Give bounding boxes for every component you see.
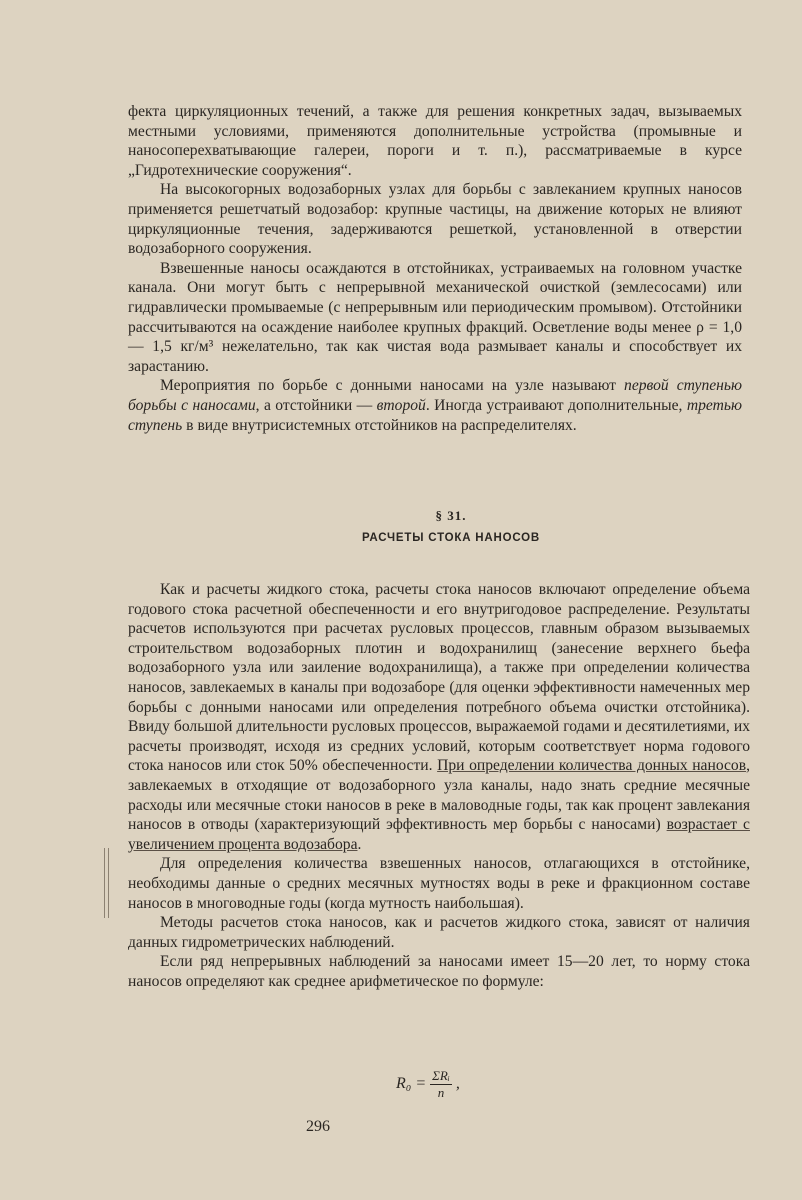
text-span: Мероприятия по борьбе с донными наносами на узле называют	[160, 377, 625, 395]
section-number: § 31.	[435, 508, 467, 523]
paragraph: Методы расчетов стока наносов, как и расчетов жидкого стока, зависят от наличия данных гидрометрических наблюдений.	[128, 914, 750, 951]
paragraph: фекта циркуляционных течений, а также для решения конкретных задач, вызываемых местными условиями, применяются дополнительные устройства (промывные и наносоперехватывающие галереи, пороги и т. п.), рассматриваемые в курсе „Гидротехнические сооружения“.	[128, 103, 742, 179]
text-block-section	[128, 580, 750, 991]
pencil-margin-mark	[104, 848, 109, 918]
emphasis-third-stage: третью ступень	[128, 396, 743, 434]
formula-fraction	[430, 1068, 452, 1101]
underlined-text: При определении количества донных наносов	[437, 757, 747, 775]
text-span: , а отстойники —	[255, 396, 377, 414]
text-span: , завлекаемых в отходящие от водозаборного узла каналы, надо знать средние месячные расходы или месячные стоки наносов в реке в маловодные годы, так как процент завлекания наносов в отводы (характеризующий эффективность мер борьбы с наносами)	[128, 757, 750, 834]
section-title: РАСЧЕТЫ СТОКА НАНОСОВ	[361, 532, 541, 544]
text-span: Как и расчеты жидкого стока, расчеты стока наносов включают определение объема годового стока расчетной обеспеченности и его внутригодовое распределение. Результаты расчетов используются при расчетах русловых процессов, главным образом вызываемых строительством водозаборных плотин и водохранилищ (занесение верхнего бьефа водозаборного узла или заиление водохранилища), а также при определении количества наносов, завлекаемых в каналы при водозаборе (для оценки эффективности намеченных мер борьбы с донными наносами или определения потребного объема очистки отстойника). Ввиду большой длительности русловых процессов, выражаемой годами и десятилетиями, их расчеты производят, исходя из средних условий, которым соответствует норма годового стока наносов или сток 50% обеспеченности.	[128, 581, 750, 775]
paragraph-stages	[128, 376, 742, 435]
paragraph-sediment-calc	[128, 580, 750, 854]
formula-tail: ,	[455, 1075, 460, 1093]
underlined-text: возрастает с увеличением процента водозабора	[128, 816, 750, 853]
paragraph: Для определения количества взвешенных наносов, отлагающихся в отстойнике, необходимы данные о средних месячных мутностях воды в реке и фракционном составе наносов в многоводные годы (когда мутность наибольшая).	[128, 855, 750, 912]
emphasis-first-stage: первой ступенью борьбы с наносами	[128, 377, 742, 414]
emphasis-second: второй	[376, 396, 426, 414]
text-span: . Иногда устраивают дополнительные,	[425, 396, 687, 414]
formula-mean	[396, 1068, 460, 1101]
paragraph: На высокогорных водозаборных узлах для борьбы с завлеканием крупных наносов применяется решетчатый водозабор: крупные частицы, на движение которых не влияют циркуляционные течения, задерживаются решеткой, установленной в отверстии водозаборного сооружения.	[128, 181, 742, 258]
text-block-top	[128, 102, 742, 435]
page-number: 296	[306, 1118, 330, 1135]
formula-numerator: ΣRᵢ	[432, 1068, 450, 1083]
text-span: в виде внутрисистемных отстойников на распределителях.	[182, 416, 577, 434]
paragraph: Взвешенные наносы осаждаются в отстойниках, устраиваемых на головном участке канала. Они могут быть с непрерывной механической очисткой (землесосами) или гидравлически промываемые (с непрерывным или периодическим промывом). Отстойники рассчитываются на осаждение наиболее крупных фракций. Осветление воды менее ρ = 1,0 — 1,5 кг/м³ нежелательно, так как чистая вода размывает каналы и способствует их зарастанию.	[128, 259, 742, 375]
formula-lhs: R₀ =	[396, 1075, 427, 1093]
formula-denominator: n	[437, 1085, 445, 1100]
text-span: .	[357, 835, 362, 853]
paragraph: Если ряд непрерывных наблюдений за наносами имеет 15—20 лет, то норму стока наносов определяют как среднее арифметическое по формуле:	[128, 953, 750, 990]
